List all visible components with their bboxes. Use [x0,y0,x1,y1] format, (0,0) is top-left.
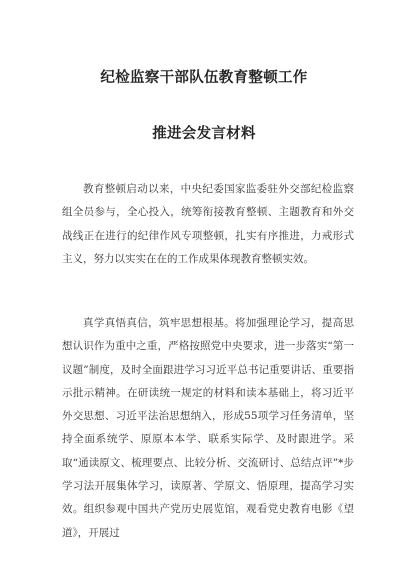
body-paragraph-2: 真学真悟真信，筑牢思想根基。将加强理论学习，提高思想认识作为重中之重，严格按照党中央要求，进一步落实“第一议题”制度，及时全面跟进学习习近平总书记重要讲话、重要指示批示精神。在研读统一规定的材料和读本基础上，将习近平外交思想、习近平法治思想纳入，形成55项学习任务清单，坚持全面系统学、原原本本学、联系实际学、及时跟进学。采取“通读原文、梳理要点、比较分析、交流研讨、总结点评”*步学习法开展集体学习，读原著、学原文、悟原理，提高学习实效。组织参观中国共产党历史展览馆，观看党史教育电影《望道》，开展过 [62,317,354,539]
body-paragraph-1: 教育整顿启动以来，中央纪委国家监委驻外交部纪检监察组全员参与，全心投入，统筹衔接教育整顿、主题教育和外交战线正在进行的纪律作风专项整顿，扎实有序推进，力戒形式主义，努力以实实在在的工作成果体现教育整顿实效。 [62,183,354,265]
document-title-line1: 纪检监察干部队伍教育整顿工作 [100,70,308,86]
document-title-line2: 推进会发言材料 [152,126,256,142]
